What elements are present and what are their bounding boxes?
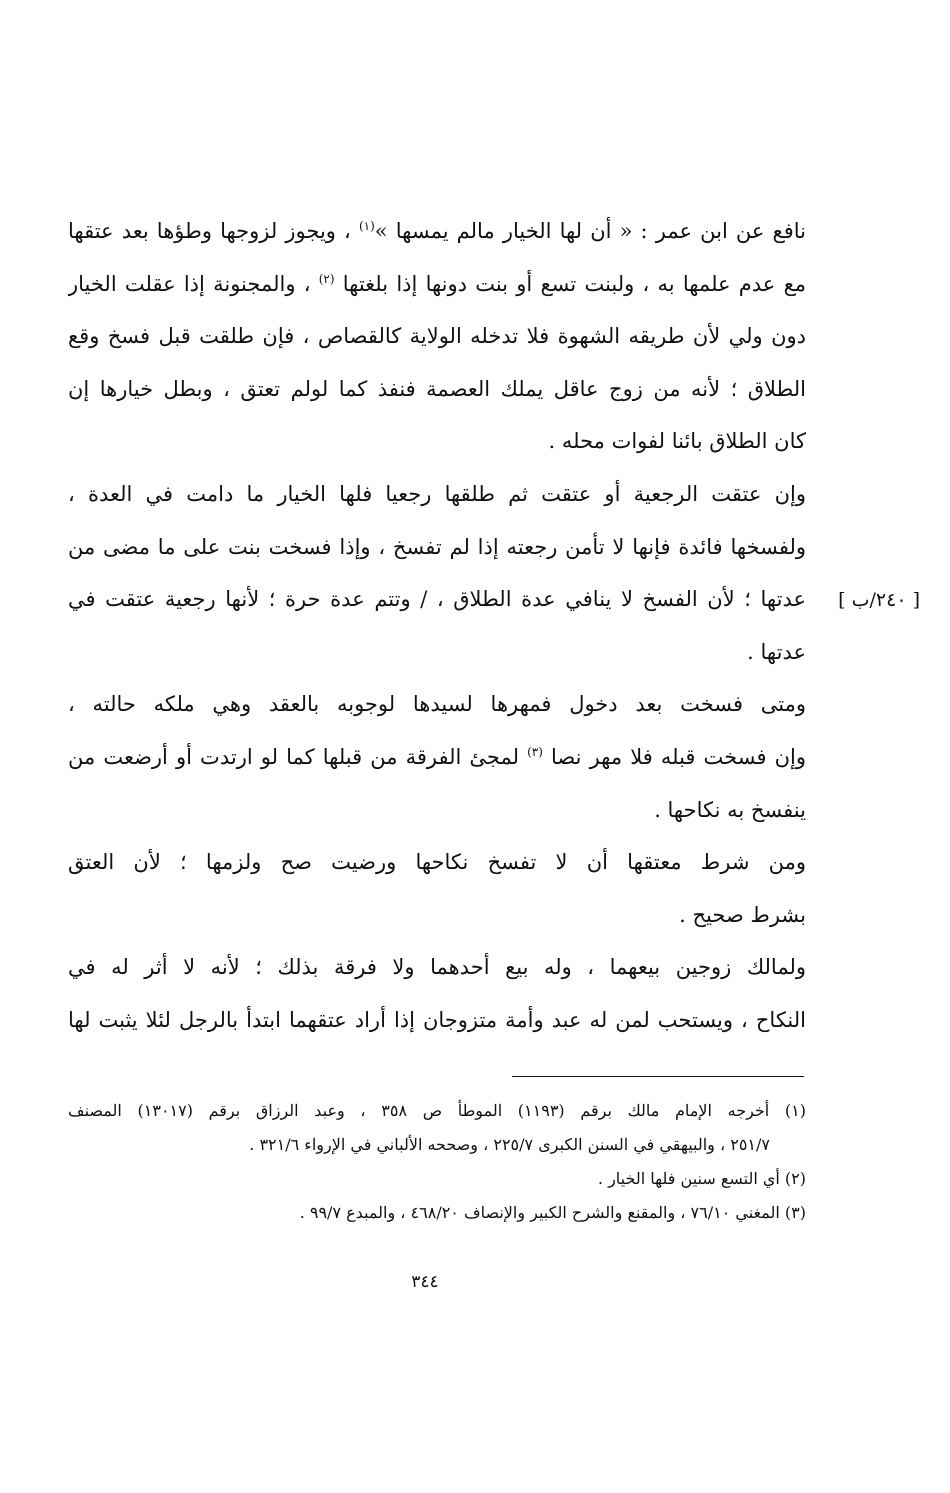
text-line: ينفسخ به نكاحها . bbox=[654, 797, 806, 822]
footnote-ref-3[interactable]: (٣) bbox=[527, 744, 543, 759]
text-line: ولمالك زوجين بيعهما ، وله بيع أحدهما ولا فرقة بذلك ؛ لأنه لا أثر له في bbox=[68, 955, 806, 980]
text-line: وإن عتقت الرجعية أو عتقت ثم طلقها رجعيا فلها الخيار ما دامت في العدة ، bbox=[68, 481, 806, 506]
footnote-1: (١) أخرجه الإمام مالك برقم (١١٩٣) الموطأ ص ٣٥٨ ، وعبد الرزاق برقم (١٣٠١٧) المصنف bbox=[68, 1101, 806, 1120]
text-line: دون ولي لأن طريقه الشهوة فلا تدخله الولاية كالقصاص ، فإن طلقت قبل فسخ وقع bbox=[68, 324, 806, 349]
text-line: ولفسخها فائدة فإنها لا تأمن رجعته إذا لم تفسخ ، وإذا فسخت بنت على ما مضى من bbox=[68, 534, 806, 559]
footnote-3: (٣) المغني ٧٦/١٠ ، والمقنع والشرح الكبير والإنصاف ٤٦٨/٢٠ ، والمبدع ٩٩/٧ . bbox=[299, 1203, 806, 1222]
text-line: نافع عن ابن عمر : « أن لها الخيار مالم يمسها »$^{(١)}$ ، ويجوز لزوجها وطؤها بعد عتقها bbox=[68, 219, 806, 243]
text-line: ومن شرط معتقها أن لا تفسخ نكاحها ورضيت صح ولزمها ؛ لأن العتق bbox=[68, 850, 806, 875]
page-number: ٣٤٤ bbox=[411, 1272, 439, 1292]
main-text bbox=[68, 205, 806, 1047]
paragraph-2 bbox=[68, 468, 806, 678]
text-line: عدتها ؛ لأن الفسخ لا ينافي عدة الطلاق ، / وتتم عدة حرة ؛ لأنها رجعية عتقت في bbox=[68, 587, 806, 612]
footnote-ref-2[interactable]: (٢) bbox=[318, 271, 335, 286]
paragraph-1 bbox=[68, 205, 806, 468]
text-line: مع عدم علمها به ، ولبنت تسع أو بنت دونها إذا بلغتها $^{(٢)}$ ، والمجنونة إذا عقلت الخيار bbox=[68, 271, 806, 296]
text-line: ومتى فسخت بعد دخول فمهرها لسيدها لوجوبه بالعقد وهي ملكه حالته ، bbox=[68, 692, 806, 717]
footnote-ref-1[interactable]: (١) bbox=[358, 219, 375, 233]
footnote-2: (٢) أي التسع سنين فلها الخيار . bbox=[597, 1169, 806, 1188]
text-line: كان الطلاق بائنا لفوات محله . bbox=[548, 429, 806, 454]
text-line: النكاح ، ويستحب لمن له عبد وأمة متزوجان إذا أراد عتقهما ابتدأ بالرجل لئلا يثبت لها bbox=[68, 1007, 806, 1032]
footnote-1-continued: ٢٥١/٧ ، والبيهقي في السنن الكبرى ٢٢٥/٧ ، وصححه الألباني في الإرواء ٣٢١/٦ . bbox=[249, 1135, 770, 1154]
paragraph-5 bbox=[68, 941, 806, 1046]
paragraph-3 bbox=[68, 678, 806, 836]
text-line: الطلاق ؛ لأنه من زوج عاقل يملك العصمة فنفذ كما لولم تعتق ، وبطل خيارها إن bbox=[68, 376, 806, 401]
text-line: وإن فسخت قبله فلا مهر نصا $^{(٣)}$ لمجئ الفرقة من قبلها كما لو ارتدت أو أرضعت من bbox=[68, 744, 806, 769]
footnotes bbox=[68, 1094, 806, 1230]
text-line: بشرط صحيح . bbox=[679, 902, 806, 927]
folio-margin-note: [ ٢٤٠/ب ] bbox=[838, 589, 920, 611]
text-line: عدتها . bbox=[747, 639, 806, 664]
paragraph-4 bbox=[68, 836, 806, 941]
footnote-divider bbox=[512, 1076, 804, 1077]
